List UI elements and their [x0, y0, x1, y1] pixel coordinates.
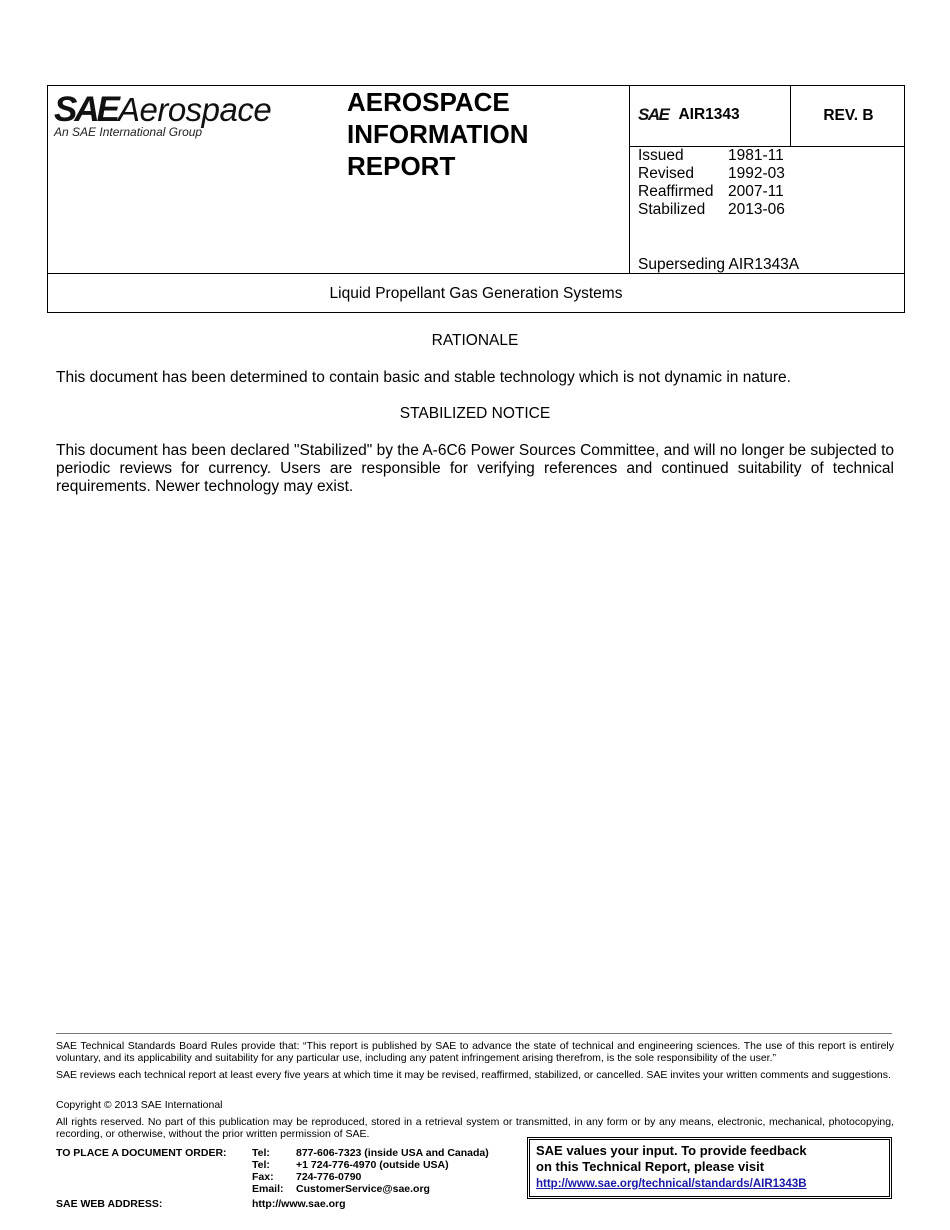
- contact-key: Email:: [252, 1183, 284, 1195]
- sae-aerospace-logo: [54, 90, 271, 139]
- superseding-note: Superseding AIR1343A: [638, 256, 800, 273]
- doc-type-line-3: REPORT: [347, 151, 456, 181]
- rationale-heading: RATIONALE: [431, 332, 519, 349]
- feedback-box: [527, 1137, 892, 1199]
- doc-type: [347, 86, 529, 182]
- date-value: 2013-06: [728, 201, 785, 218]
- copyright-text: Copyright © 2013 SAE International: [56, 1099, 223, 1111]
- contact-row: [252, 1171, 489, 1183]
- contact-value[interactable]: 877-606-7323 (inside USA and Canada): [296, 1147, 489, 1159]
- contact-value[interactable]: CustomerService@sae.org: [296, 1183, 430, 1195]
- date-value: 2007-11: [728, 183, 784, 200]
- doc-type-line-1: AEROSPACE: [347, 87, 510, 117]
- sae-mini-logo: SAE: [638, 105, 669, 124]
- stabilized-notice-text: This document has been declared "Stabilized" by the A-6C6 Power Sources Committee, and will no longer be subjected to periodic reviews for currency. Users are responsible for verifying references and continued suitability of technical requirements. Newer technology may exist.: [56, 442, 894, 495]
- date-row-reaffirmed: [638, 183, 785, 201]
- revision: REV. B: [823, 107, 874, 124]
- logo-tagline: An SAE International Group: [54, 125, 203, 139]
- contact-row: [252, 1159, 489, 1171]
- rights-text: All rights reserved. No part of this publication may be reproduced, stored in a retrieval system or transmitted, in any form or by any means, electronic, mechanical, photocopying, recording, or otherwise, without the prior written permission of SAE.: [56, 1116, 894, 1140]
- doc-type-line-2: INFORMATION: [347, 119, 529, 149]
- board-rules-text: SAE Technical Standards Board Rules provide that: “This report is published by SAE to advance the state of technical and engineering sciences. The use of this report is entirely voluntary, and its applicability and suitability for any particular use, including any patent infringement arising therefrom, is the sole responsibility of the user.”: [56, 1040, 894, 1064]
- contact-row: [252, 1183, 489, 1195]
- contact-key: Tel:: [252, 1147, 270, 1159]
- feedback-line-1: SAE values your input. To provide feedback: [536, 1143, 807, 1158]
- feedback-link[interactable]: http://www.sae.org/technical/standards/AIR1343B: [536, 1178, 807, 1190]
- date-label: Revised: [638, 165, 694, 182]
- date-row-stabilized: [638, 201, 785, 219]
- logo-cell: [48, 86, 338, 273]
- doc-number: AIR1343: [678, 106, 740, 123]
- contact-list: [252, 1147, 489, 1195]
- date-value: 1981-11: [728, 147, 784, 164]
- contact-key: Tel:: [252, 1159, 270, 1171]
- date-label: Stabilized: [638, 201, 706, 218]
- dates-cell: [629, 147, 905, 273]
- feedback-line-2: on this Technical Report, please visit: [536, 1159, 765, 1174]
- web-address-link[interactable]: http://www.sae.org: [252, 1198, 346, 1210]
- order-label: TO PLACE A DOCUMENT ORDER:: [56, 1147, 227, 1159]
- review-policy-text: SAE reviews each technical report at least every five years at which time it may be revised, reaffirmed, stabilized, or cancelled. SAE invites your written comments and suggestions.: [56, 1069, 891, 1081]
- date-value: 1992-03: [728, 165, 785, 182]
- doc-number-cell: [629, 86, 790, 147]
- contact-row: [252, 1147, 489, 1159]
- logo-brand: SAE: [54, 90, 117, 129]
- date-list: [638, 147, 785, 219]
- document-header: [47, 85, 905, 313]
- stabilized-notice-heading: STABILIZED NOTICE: [399, 405, 551, 422]
- doc-type-cell: [338, 86, 629, 273]
- contact-value[interactable]: +1 724-776-4970 (outside USA): [296, 1159, 449, 1171]
- document-title: Liquid Propellant Gas Generation Systems: [48, 273, 904, 313]
- contact-value[interactable]: 724-776-0790: [296, 1171, 362, 1183]
- revision-cell: [790, 86, 905, 147]
- date-row-revised: [638, 165, 785, 183]
- date-label: Issued: [638, 147, 684, 164]
- web-address-label: SAE WEB ADDRESS:: [56, 1198, 163, 1210]
- date-label: Reaffirmed: [638, 183, 714, 200]
- date-row-issued: [638, 147, 785, 165]
- rationale-text: This document has been determined to contain basic and stable technology which is not dynamic in nature.: [56, 369, 791, 386]
- contact-key: Fax:: [252, 1171, 274, 1183]
- footer-divider: [56, 1033, 892, 1034]
- logo-product: Aerospace: [117, 91, 272, 128]
